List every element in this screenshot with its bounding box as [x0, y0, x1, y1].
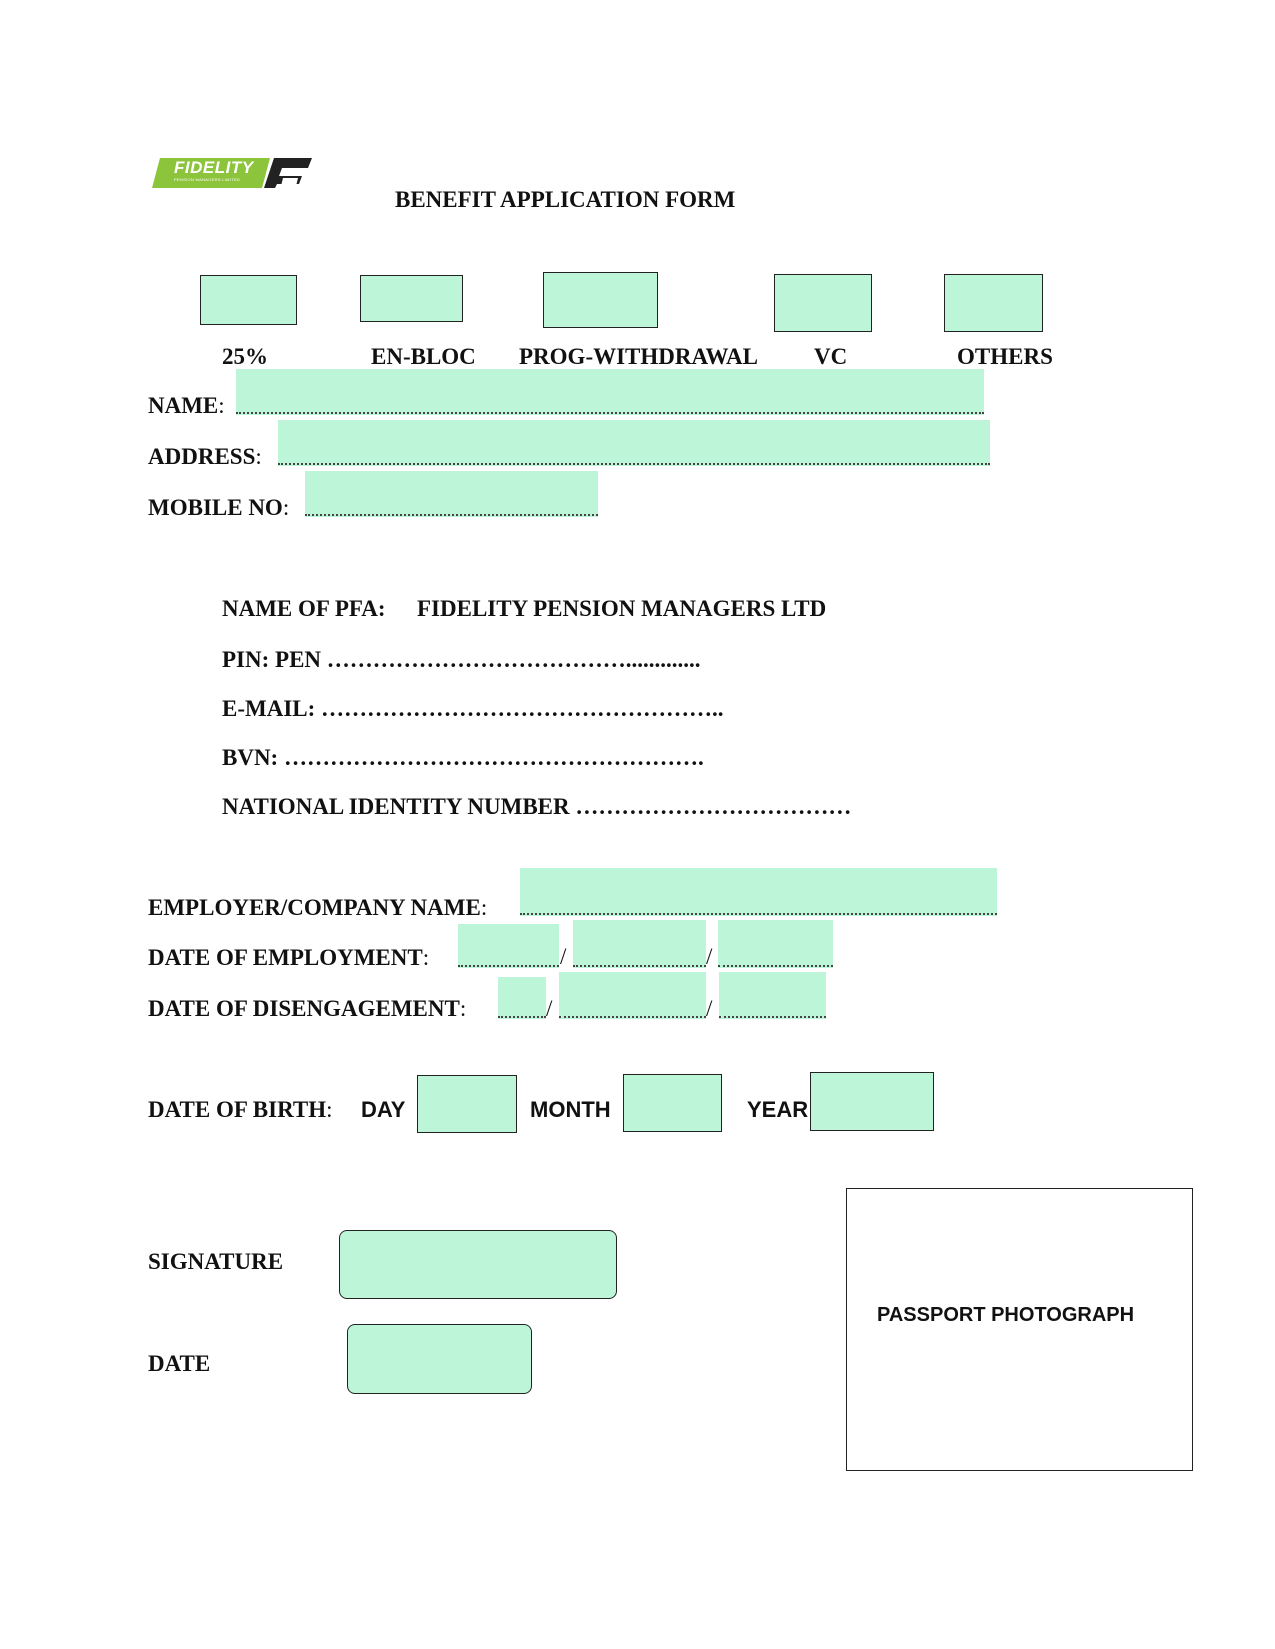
checkbox-vc[interactable]: [774, 274, 872, 332]
pfa-name-label: NAME OF PFA:: [222, 596, 386, 621]
disengagement-day-input[interactable]: [498, 977, 546, 1019]
disengagement-slash-2: /: [706, 996, 713, 1021]
employer-field[interactable]: [520, 868, 997, 916]
employer-input[interactable]: [520, 868, 997, 916]
nin-label: NATIONAL IDENTITY NUMBER ………………………………: [222, 794, 852, 819]
address-field[interactable]: [278, 420, 990, 466]
employer-label: [148, 896, 487, 919]
employment-month-dotted-line: [573, 965, 706, 967]
passport-photo-box[interactable]: [846, 1188, 1193, 1471]
address-label-colon: :: [255, 444, 262, 469]
dob-month-field[interactable]: [623, 1074, 722, 1132]
fidelity-logo: [152, 156, 312, 190]
dob-day-field[interactable]: [417, 1075, 517, 1133]
mobile-label-colon: :: [282, 495, 290, 520]
date-input[interactable]: [348, 1325, 531, 1393]
employment-year-dotted-line: [718, 965, 833, 967]
dob-month-label: MONTH: [530, 1097, 611, 1122]
disengagement-year-dotted-line: [719, 1016, 826, 1018]
employer-label-text: EMPLOYER/COMPANY NAME: [148, 895, 481, 920]
employment-month-input[interactable]: [573, 920, 706, 968]
name-label: [148, 394, 225, 417]
option-label-vc: VC: [814, 344, 848, 369]
option-label-25-percent: 25%: [222, 344, 268, 369]
name-dotted-line: [236, 412, 984, 414]
dob-day-input[interactable]: [418, 1076, 516, 1132]
form-title: BENEFIT APPLICATION FORM: [395, 187, 736, 212]
dob-year-field[interactable]: [810, 1072, 934, 1131]
address-dotted-line: [278, 463, 990, 465]
email-label: E-MAIL: ……………………………………………..: [222, 696, 724, 721]
employment-day-input[interactable]: [458, 924, 559, 968]
employment-date-label-colon: :: [422, 945, 430, 970]
employer-label-colon: :: [480, 895, 488, 920]
name-field[interactable]: [236, 369, 984, 415]
address-input[interactable]: [278, 420, 990, 466]
address-label: [148, 445, 262, 468]
checkbox-prog-withdrawal[interactable]: [543, 272, 658, 328]
employment-date-label: [148, 946, 429, 969]
dob-month-input[interactable]: [624, 1075, 721, 1131]
name-label-text: NAME: [148, 393, 219, 418]
disengagement-day-field[interactable]: [498, 977, 546, 1019]
option-label-en-bloc: EN-BLOC: [371, 344, 476, 369]
dob-year-label: YEAR: [747, 1097, 809, 1122]
signature-label: SIGNATURE: [148, 1249, 284, 1274]
disengagement-day-dotted-line: [498, 1016, 546, 1018]
employment-day-field[interactable]: [458, 924, 559, 968]
employment-date-label-text: DATE OF EMPLOYMENT: [148, 945, 423, 970]
employment-year-field[interactable]: [718, 920, 833, 968]
name-label-colon: :: [218, 393, 225, 418]
disengagement-date-label-colon: :: [459, 996, 467, 1021]
disengagement-year-field[interactable]: [719, 972, 826, 1019]
dob-day-label: DAY: [361, 1097, 406, 1122]
logo-subtitle-text: PENSION MANAGERS LIMITED: [174, 177, 241, 182]
mobile-input[interactable]: [305, 471, 598, 517]
pfa-name-value: FIDELITY PENSION MANAGERS LTD: [417, 596, 827, 621]
dob-label-colon: :: [326, 1097, 333, 1122]
signature-field[interactable]: [339, 1230, 617, 1299]
dob-label-text: DATE OF BIRTH: [148, 1097, 327, 1122]
disengagement-slash-1: /: [546, 996, 553, 1021]
pin-pen-label: PIN: PEN ………………………………….............: [222, 647, 701, 672]
disengagement-date-label: [148, 997, 466, 1020]
dob-year-input[interactable]: [811, 1073, 933, 1130]
checkbox-en-bloc[interactable]: [360, 275, 463, 322]
employer-dotted-line: [520, 913, 997, 915]
disengagement-year-input[interactable]: [719, 972, 826, 1019]
employment-day-dotted-line: [458, 965, 559, 967]
checkbox-others[interactable]: [944, 274, 1043, 332]
option-label-others: OTHERS: [957, 344, 1053, 369]
mobile-label-text: MOBILE NO: [148, 495, 283, 520]
option-label-prog-withdrawal: PROG-WITHDRAWAL: [519, 344, 758, 369]
dob-label: [148, 1098, 333, 1121]
address-label-text: ADDRESS: [148, 444, 256, 469]
employment-slash-1: /: [560, 944, 567, 969]
passport-photo-label: PASSPORT PHOTOGRAPH: [877, 1304, 1135, 1326]
disengagement-month-dotted-line: [559, 1016, 706, 1018]
date-field[interactable]: [347, 1324, 532, 1394]
logo-brand-text: FIDELITY: [174, 158, 254, 177]
mobile-label: [148, 496, 289, 519]
date-label: DATE: [148, 1351, 211, 1376]
disengagement-month-input[interactable]: [559, 972, 706, 1019]
mobile-dotted-line: [305, 514, 598, 516]
employment-year-input[interactable]: [718, 920, 833, 968]
bvn-label: BVN: ……………………………………………….: [222, 745, 704, 770]
name-input[interactable]: [236, 369, 984, 415]
employment-slash-2: /: [706, 944, 713, 969]
employment-month-field[interactable]: [573, 920, 706, 968]
disengagement-month-field[interactable]: [559, 972, 706, 1019]
disengagement-date-label-text: DATE OF DISENGAGEMENT: [148, 996, 460, 1021]
checkbox-25-percent[interactable]: [200, 275, 297, 325]
mobile-field[interactable]: [305, 471, 598, 517]
